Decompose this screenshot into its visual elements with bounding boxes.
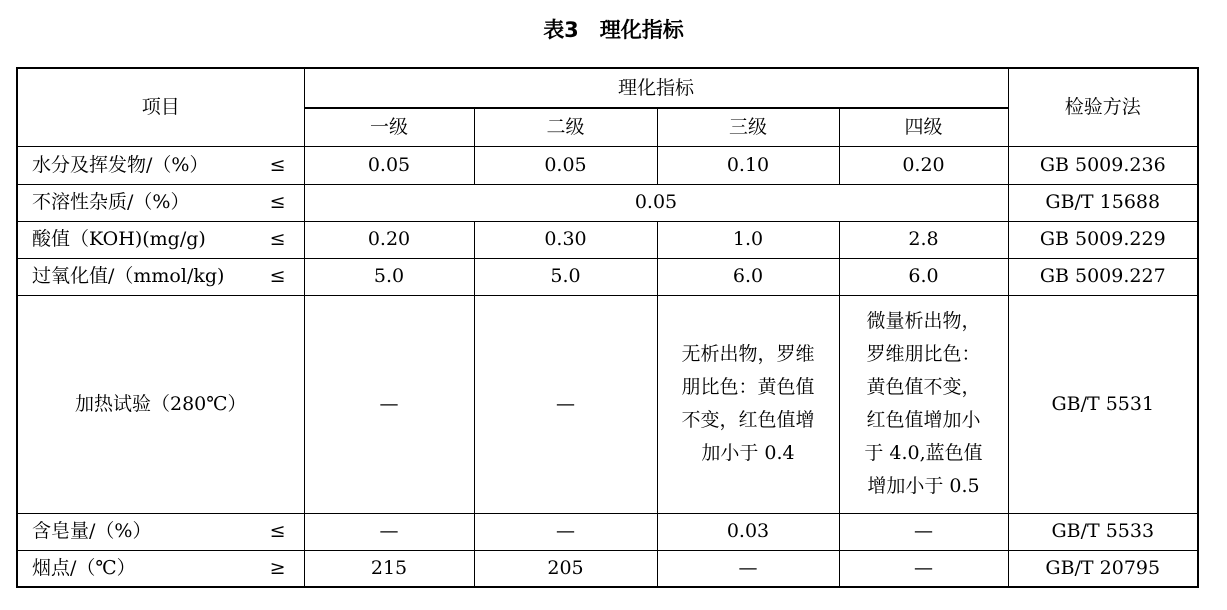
cell-value: 6.0: [839, 258, 1008, 295]
header-grade-1: 一级: [304, 108, 474, 146]
cell-value: —: [839, 513, 1008, 550]
row-operator: ≤: [269, 265, 286, 288]
table-row: [17, 184, 1198, 221]
cell-value: 0.05: [304, 146, 474, 184]
row-label: 水分及挥发物/（%） ≤: [17, 146, 304, 184]
cell-value: —: [304, 295, 474, 513]
row-label: 过氧化值/（mmol/kg) ≤: [17, 258, 304, 295]
cell-method: GB/T 5533: [1008, 513, 1198, 550]
cell-value: —: [474, 295, 657, 513]
cell-value: 0.20: [839, 146, 1008, 184]
cell-value: 2.8: [839, 221, 1008, 258]
header-grade-2: 二级: [474, 108, 657, 146]
cell-value: —: [839, 550, 1008, 587]
cell-value: 0.30: [474, 221, 657, 258]
row-label: 含皂量/（%） ≤: [17, 513, 304, 550]
row-operator: ≤: [269, 228, 286, 251]
cell-method: GB/T 5531: [1008, 295, 1198, 513]
table-row: [17, 221, 1198, 258]
cell-method: GB 5009.227: [1008, 258, 1198, 295]
cell-value: 0.05: [474, 146, 657, 184]
cell-value: —: [304, 513, 474, 550]
header-item: 项目: [17, 68, 304, 146]
cell-value: 5.0: [304, 258, 474, 295]
table-title: 表3 理化指标: [543, 18, 684, 42]
header-method: 检验方法: [1008, 68, 1198, 146]
table-row: [17, 258, 1198, 295]
row-label: 酸值（KOH)(mg/g) ≤: [17, 221, 304, 258]
cell-value: 5.0: [474, 258, 657, 295]
cell-value: 6.0: [657, 258, 839, 295]
cell-method: GB/T 20795: [1008, 550, 1198, 587]
table-row: [17, 146, 1198, 184]
cell-value: 0.20: [304, 221, 474, 258]
row-operator: ≥: [269, 556, 286, 579]
cell-value: 0.03: [657, 513, 839, 550]
cell-value: 215: [304, 550, 474, 587]
table-row: [17, 513, 1198, 550]
cell-value: 0.10: [657, 146, 839, 184]
cell-value-grade4: 微量析出物， 罗维朋比色： 黄色值不变， 红色值增加小 于 4.0,蓝色值 增加小于 0.5: [839, 295, 1008, 513]
row-operator: ≤: [269, 191, 286, 214]
cell-method: GB 5009.236: [1008, 146, 1198, 184]
physicochemical-table: [16, 67, 1199, 588]
cell-value-grade3: 无析出物，罗维 朋比色：黄色值 不变，红色值增 加小于 0.4: [657, 295, 839, 513]
cell-value: 205: [474, 550, 657, 587]
header-grade-3: 三级: [657, 108, 839, 146]
cell-value-merged: 0.05: [304, 184, 1008, 221]
cell-value: —: [474, 513, 657, 550]
row-operator: ≤: [269, 153, 286, 176]
cell-value: 1.0: [657, 221, 839, 258]
row-label: 烟点/（℃） ≥: [17, 550, 304, 587]
cell-method: GB 5009.229: [1008, 221, 1198, 258]
header-group: 理化指标: [304, 68, 1008, 108]
table-row: [17, 295, 1198, 513]
table-row: [17, 550, 1198, 587]
header-grade-4: 四级: [839, 108, 1008, 146]
row-label: 加热试验（280℃）: [17, 295, 304, 513]
cell-value: —: [657, 550, 839, 587]
cell-method: GB/T 15688: [1008, 184, 1198, 221]
row-operator: ≤: [269, 520, 286, 543]
row-label: 不溶性杂质/（%） ≤: [17, 184, 304, 221]
